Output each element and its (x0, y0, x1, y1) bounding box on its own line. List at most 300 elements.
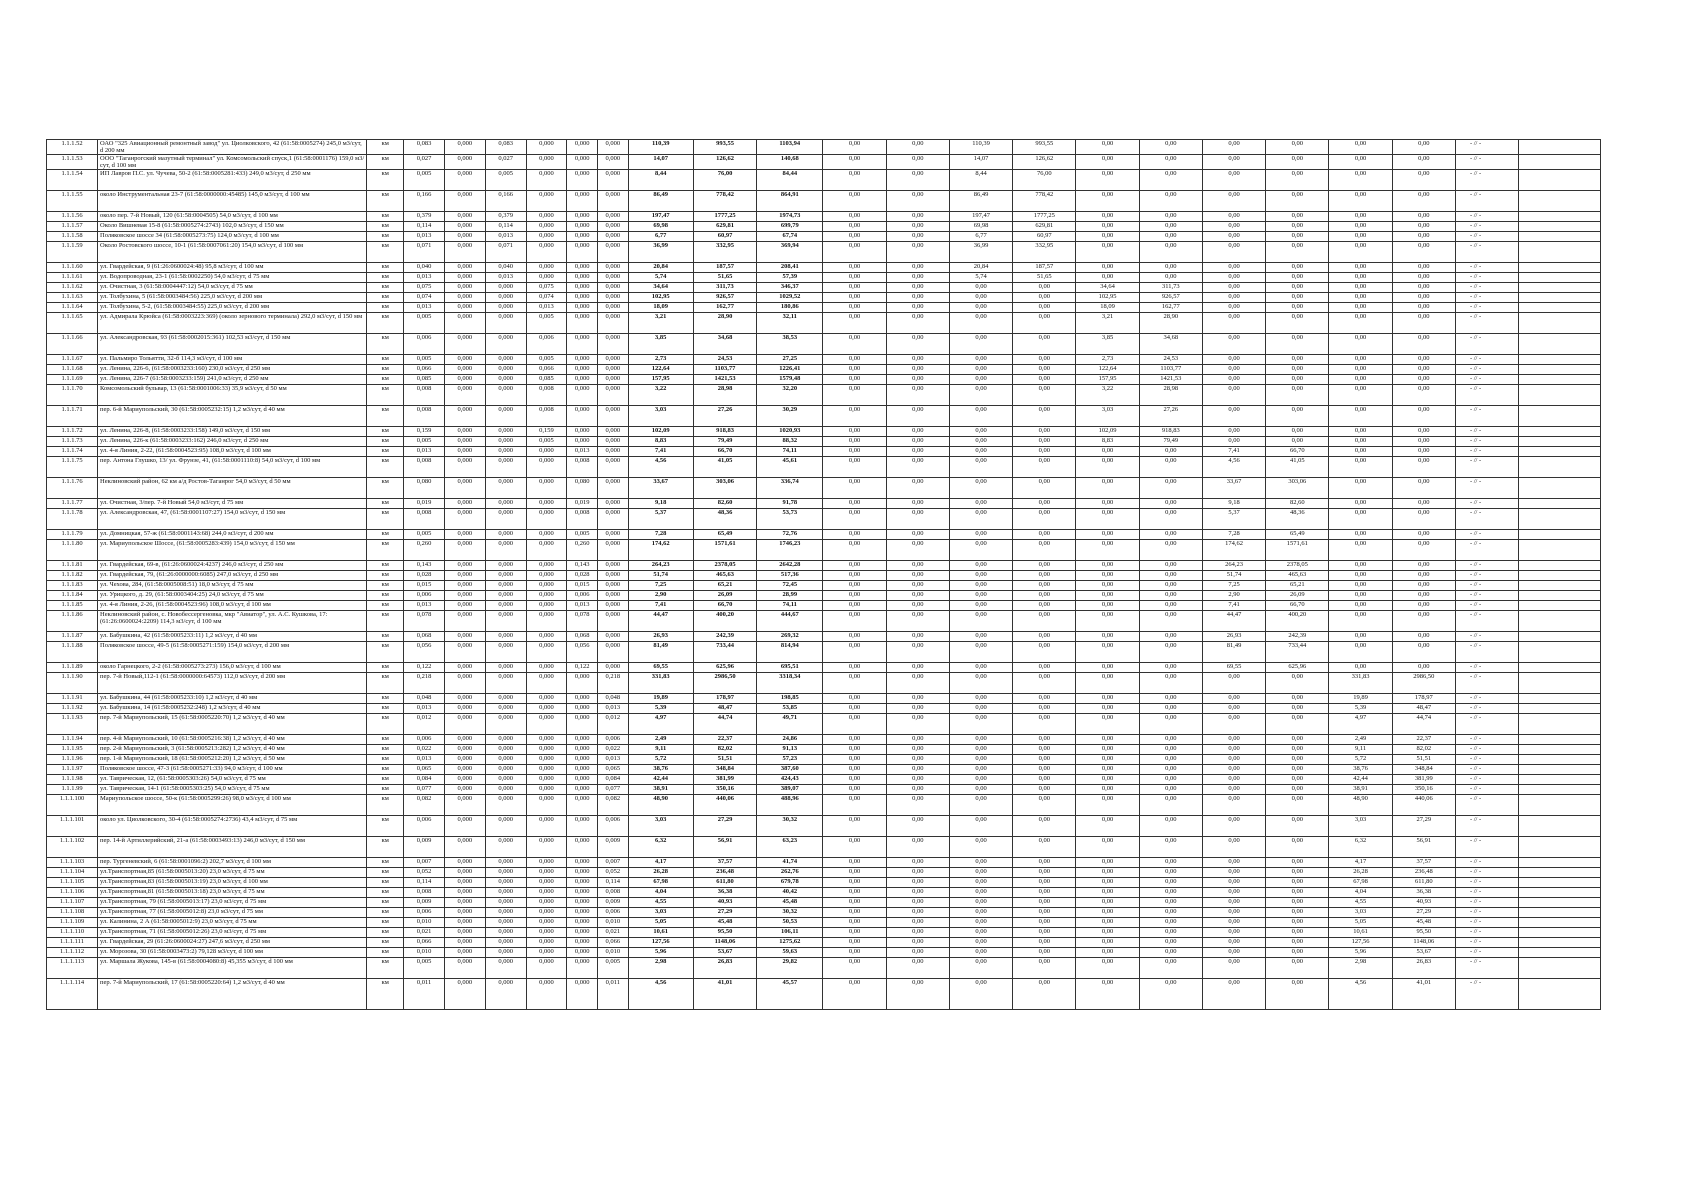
row-value-cell: 0,00 (1392, 283, 1455, 293)
row-value-cell: 0,00 (1329, 632, 1392, 642)
row-value-cell: 0,00 (1139, 642, 1202, 663)
row-value-cell: 26,83 (1392, 958, 1455, 979)
row-value-cell: 4,97 (1329, 714, 1392, 735)
row-value-cell: 0,00 (1076, 170, 1139, 191)
row-value-cell: 86,49 (949, 191, 1012, 212)
row-value-cell: 27,29 (693, 816, 756, 837)
row-value-cell: 0,114 (404, 222, 445, 232)
row-unit-cell: км (367, 714, 404, 735)
row-value-cell: 0,000 (485, 673, 526, 694)
row-value-cell: 0,00 (886, 561, 949, 571)
row-value-cell: 0,00 (1139, 571, 1202, 581)
row-id-cell: 1.1.1.72 (47, 427, 98, 437)
row-value-cell: 0,00 (1392, 263, 1455, 273)
row-value-cell: 0,00 (1329, 283, 1392, 293)
row-value-cell: 0,00 (1076, 898, 1139, 908)
row-unit-cell: км (367, 868, 404, 878)
row-value-cell: 0,00 (1013, 313, 1076, 334)
row-value-cell: 0,005 (404, 958, 445, 979)
row-id-cell: 1.1.1.99 (47, 785, 98, 795)
row-value-cell: 0,00 (949, 283, 1012, 293)
row-value-cell: 0,000 (444, 898, 485, 908)
table-body (47, 140, 1648, 1010)
row-value-cell: 122,64 (1076, 365, 1139, 375)
row-value-cell: 0,00 (949, 632, 1012, 642)
row-value-cell: 4,56 (1329, 979, 1392, 1010)
row-value-cell: 5,74 (628, 273, 693, 283)
row-value-cell: 695,51 (757, 663, 823, 673)
row-value-cell: 81,49 (1202, 642, 1265, 663)
row-value-cell: 22,37 (693, 735, 756, 745)
row-value-cell: 0,00 (1139, 948, 1202, 958)
row-value-cell: 0,143 (567, 561, 598, 571)
row-value-cell: 269,32 (757, 632, 823, 642)
table-row (47, 591, 1648, 601)
row-value-cell: 44,47 (1202, 611, 1265, 632)
row-value-cell: 0,00 (949, 714, 1012, 735)
row-value-cell: - // - (1455, 478, 1518, 499)
row-value-cell: 0,006 (597, 816, 628, 837)
row-value-cell: 0,00 (949, 509, 1012, 530)
row-value-cell: 0,00 (1202, 735, 1265, 745)
row-value-cell: 0,012 (404, 714, 445, 735)
row-value-cell: 44,74 (693, 714, 756, 735)
row-value-cell: 0,000 (485, 878, 526, 888)
row-value-cell: 0,00 (1013, 427, 1076, 437)
row-value-cell: 0,00 (1139, 908, 1202, 918)
row-name-cell: ул. Адмирала Крюйса (61:58:0003223:369) (около зернового терминала) 292,0 м3/сут, d 150 мм (98, 313, 367, 334)
row-value-cell: 0,068 (567, 632, 598, 642)
row-value-cell: 0,00 (949, 437, 1012, 447)
row-value-cell: 0,000 (444, 313, 485, 334)
row-value-cell: 0,00 (1266, 755, 1329, 765)
row-value-cell: 76,00 (693, 170, 756, 191)
row-value-cell: 5,74 (949, 273, 1012, 283)
row-value-cell: 0,00 (823, 457, 886, 478)
row-value-cell: 424,43 (757, 775, 823, 785)
row-value-cell: 0,000 (567, 979, 598, 1010)
row-value-cell: 918,83 (1139, 427, 1202, 437)
row-value-cell: 0,005 (404, 313, 445, 334)
row-value-cell: - // - (1455, 714, 1518, 735)
row-value-cell: 0,00 (1202, 837, 1265, 858)
row-value-cell: 0,006 (404, 591, 445, 601)
row-value-cell: 0,00 (1139, 212, 1202, 222)
row-value-cell: 4,55 (1329, 898, 1392, 908)
row-value-cell: 0,00 (949, 642, 1012, 663)
row-value-cell: 0,00 (1076, 745, 1139, 755)
row-id-cell: 1.1.1.97 (47, 765, 98, 775)
row-value-cell: 0,000 (597, 571, 628, 581)
row-value-cell: 0,013 (485, 273, 526, 283)
row-value-cell: 5,39 (1329, 704, 1392, 714)
row-id-cell: 1.1.1.69 (47, 375, 98, 385)
row-unit-cell: км (367, 437, 404, 447)
row-value-cell: 0,00 (886, 673, 949, 694)
table-row (47, 918, 1648, 928)
table-row (47, 365, 1648, 375)
row-value-cell: 33,67 (1202, 478, 1265, 499)
row-value-cell: 0,006 (404, 908, 445, 918)
row-unit-cell: км (367, 918, 404, 928)
row-value-cell: 0,00 (1266, 437, 1329, 447)
row-value-cell: 40,42 (757, 888, 823, 898)
row-value-cell: 0,040 (485, 263, 526, 273)
row-value-cell: 0,00 (823, 355, 886, 365)
row-value-cell: 0,00 (1392, 222, 1455, 232)
row-value-cell: 162,77 (693, 303, 756, 313)
row-value-cell: 0,00 (1202, 222, 1265, 232)
row-value-cell: 0,000 (597, 611, 628, 632)
row-value-cell: 0,000 (444, 375, 485, 385)
row-value-cell: 0,00 (1266, 334, 1329, 355)
row-unit-cell: км (367, 704, 404, 714)
row-value-cell: 0,00 (1139, 673, 1202, 694)
row-value-cell: 0,052 (597, 868, 628, 878)
row-value-cell: 0,00 (1392, 437, 1455, 447)
row-value-cell: 0,000 (485, 735, 526, 745)
row-value-cell: 0,000 (567, 795, 598, 816)
row-value-cell: 0,000 (567, 908, 598, 918)
row-id-cell: 1.1.1.55 (47, 191, 98, 212)
row-value-cell: 332,95 (1013, 242, 1076, 263)
row-value-cell: 0,00 (823, 263, 886, 273)
row-value-cell: 0,000 (485, 355, 526, 365)
row-value-cell: 0,000 (567, 242, 598, 263)
row-value-cell: 9,18 (628, 499, 693, 509)
row-value-cell: 0,000 (485, 745, 526, 755)
row-name-cell: пер. 2-й Мариупольский, 3 (61:58:0005213:282) 1,2 м3/сут, d 40 мм (98, 745, 367, 755)
row-value-cell: 0,000 (485, 775, 526, 785)
row-unit-cell: км (367, 837, 404, 858)
row-value-cell: 0,083 (485, 140, 526, 155)
row-value-cell: 0,000 (444, 561, 485, 571)
row-value-cell: 0,00 (1266, 242, 1329, 263)
row-value-cell: 0,00 (823, 642, 886, 663)
row-value-cell: 0,000 (444, 263, 485, 273)
row-value-cell: 0,056 (567, 642, 598, 663)
row-value-cell: 0,00 (1013, 571, 1076, 581)
row-value-cell: 3,85 (628, 334, 693, 355)
row-value-cell: 0,00 (823, 222, 886, 232)
row-value-cell: 0,000 (567, 755, 598, 765)
row-value-cell: 28,99 (757, 591, 823, 601)
row-value-cell: 0,000 (526, 755, 567, 765)
row-value-cell: 918,83 (693, 427, 756, 437)
row-value-cell: 0,00 (1266, 155, 1329, 170)
row-value-cell: 0,00 (886, 155, 949, 170)
row-value-cell: 0,000 (485, 958, 526, 979)
row-unit-cell: км (367, 365, 404, 375)
row-value-cell: 0,00 (1392, 457, 1455, 478)
table-row (47, 303, 1648, 313)
row-value-cell: 40,93 (693, 898, 756, 908)
table-row (47, 837, 1648, 858)
row-value-cell: 102,95 (1076, 293, 1139, 303)
row-unit-cell: км (367, 303, 404, 313)
row-value-cell: 0,00 (1266, 714, 1329, 735)
row-value-cell: 40,93 (1392, 898, 1455, 908)
row-value-cell: 0,000 (444, 530, 485, 540)
row-value-cell: 0,114 (404, 878, 445, 888)
table-row (47, 868, 1648, 878)
row-value-cell: 102,09 (628, 427, 693, 437)
row-name-cell: ул. 4-я Линия, 2-26, (61:58:0004523:96) 108,0 м3/сут, d 100 мм (98, 601, 367, 611)
row-value-cell: 0,00 (1329, 427, 1392, 437)
row-unit-cell: км (367, 816, 404, 837)
row-value-cell: 0,00 (823, 755, 886, 765)
row-value-cell: 0,143 (404, 561, 445, 571)
row-value-cell: 127,56 (1329, 938, 1392, 948)
table-row (47, 355, 1648, 365)
row-value-cell: 45,48 (1392, 918, 1455, 928)
row-value-cell: 9,11 (628, 745, 693, 755)
row-value-cell: 0,007 (597, 858, 628, 868)
row-value-cell: 0,000 (485, 632, 526, 642)
row-value-cell: 7,25 (1202, 581, 1265, 591)
row-name-cell: пер. Тургеневский, 6 (61:58:0001096:2) 202,7 м3/сут, d 100 мм (98, 858, 367, 868)
row-value-cell: 0,000 (567, 232, 598, 242)
row-value-cell: 53,73 (757, 509, 823, 530)
row-value-cell: - // - (1455, 765, 1518, 775)
row-value-cell: 1421,53 (1139, 375, 1202, 385)
row-value-cell: 0,00 (1392, 561, 1455, 571)
row-value-cell: 0,00 (886, 581, 949, 591)
row-empty-cell (1519, 948, 1601, 958)
row-name-cell: около ул. Циолковского, 30-4 (61:58:0005274:2736) 43,4 м3/сут, d 75 мм (98, 816, 367, 837)
row-value-cell: 0,00 (1139, 273, 1202, 283)
table-row (47, 406, 1648, 427)
row-value-cell: 0,00 (1392, 355, 1455, 365)
row-value-cell: 0,00 (823, 581, 886, 591)
row-value-cell: 157,95 (1076, 375, 1139, 385)
row-value-cell: 0,00 (1329, 591, 1392, 601)
row-id-cell: 1.1.1.100 (47, 795, 98, 816)
table-row (47, 191, 1648, 212)
table-row (47, 273, 1648, 283)
row-value-cell: 37,57 (1392, 858, 1455, 868)
row-value-cell: 0,00 (1392, 571, 1455, 581)
row-value-cell: - // - (1455, 447, 1518, 457)
row-value-cell: - // - (1455, 155, 1518, 170)
row-id-cell: 1.1.1.54 (47, 170, 98, 191)
row-value-cell: 0,000 (485, 928, 526, 938)
row-value-cell: 0,000 (526, 765, 567, 775)
row-value-cell: 0,00 (1202, 979, 1265, 1010)
row-value-cell: 0,000 (526, 642, 567, 663)
row-value-cell: 0,00 (823, 704, 886, 714)
row-name-cell: ул. Гвардейская, 29 (61:26:0600024:27) 247,6 м3/сут, d 250 мм (98, 938, 367, 948)
row-value-cell: 72,76 (757, 530, 823, 540)
row-value-cell: 0,00 (1202, 795, 1265, 816)
row-unit-cell: км (367, 571, 404, 581)
row-value-cell: 0,00 (1266, 375, 1329, 385)
row-value-cell: 0,000 (444, 385, 485, 406)
row-value-cell: 36,38 (1392, 888, 1455, 898)
row-value-cell: 0,000 (444, 365, 485, 375)
row-value-cell: 0,028 (567, 571, 598, 581)
row-value-cell: 0,00 (823, 958, 886, 979)
row-value-cell: 34,64 (628, 283, 693, 293)
table-row (47, 601, 1648, 611)
row-id-cell: 1.1.1.108 (47, 908, 98, 918)
row-value-cell: 0,077 (597, 785, 628, 795)
row-id-cell: 1.1.1.114 (47, 979, 98, 1010)
row-value-cell: 0,000 (485, 313, 526, 334)
row-id-cell: 1.1.1.81 (47, 561, 98, 571)
row-value-cell: 65,49 (1266, 530, 1329, 540)
row-value-cell: - // - (1455, 938, 1518, 948)
row-value-cell: 95,50 (693, 928, 756, 938)
row-value-cell: 0,00 (1329, 212, 1392, 222)
row-name-cell: ул. Водопроводная, 23-1 (61:58:0002250) 54,0 м3/сут, d 75 мм (98, 273, 367, 283)
row-value-cell: 0,379 (404, 212, 445, 222)
row-value-cell: 0,00 (1013, 355, 1076, 365)
row-value-cell: 0,00 (886, 273, 949, 283)
row-value-cell: 45,48 (757, 898, 823, 908)
row-value-cell: 0,00 (886, 958, 949, 979)
row-value-cell: 0,00 (1013, 868, 1076, 878)
row-value-cell: 127,56 (628, 938, 693, 948)
row-value-cell: 0,00 (1139, 561, 1202, 571)
row-value-cell: 0,066 (526, 365, 567, 375)
row-value-cell: 0,00 (1266, 745, 1329, 755)
row-value-cell: 0,00 (1139, 704, 1202, 714)
row-value-cell: 0,00 (1202, 745, 1265, 755)
row-value-cell: 1103,94 (757, 140, 823, 155)
row-value-cell: 629,81 (1013, 222, 1076, 232)
row-value-cell: 0,000 (444, 232, 485, 242)
row-value-cell: 0,000 (526, 908, 567, 918)
row-value-cell: 0,00 (949, 958, 1012, 979)
row-value-cell: 0,00 (949, 878, 1012, 888)
row-empty-cell (1519, 714, 1601, 735)
row-value-cell: - // - (1455, 437, 1518, 447)
row-value-cell: 0,00 (1139, 979, 1202, 1010)
row-value-cell: 27,25 (757, 355, 823, 365)
row-value-cell: - // - (1455, 878, 1518, 888)
row-value-cell: 0,066 (404, 938, 445, 948)
row-unit-cell: км (367, 611, 404, 632)
row-value-cell: 0,013 (597, 704, 628, 714)
row-value-cell: 0,000 (444, 888, 485, 898)
row-value-cell: 51,51 (693, 755, 756, 765)
table-row (47, 293, 1648, 303)
row-unit-cell: км (367, 170, 404, 191)
row-value-cell: 0,009 (404, 898, 445, 908)
row-value-cell: 34,64 (1076, 283, 1139, 293)
row-value-cell: 0,00 (1013, 673, 1076, 694)
row-value-cell: 4,17 (1329, 858, 1392, 868)
table-row (47, 212, 1648, 222)
row-value-cell: 0,040 (404, 263, 445, 273)
row-value-cell: 0,00 (1076, 795, 1139, 816)
row-value-cell: 38,53 (757, 334, 823, 355)
row-value-cell: 0,000 (444, 755, 485, 765)
row-value-cell: 0,00 (1392, 591, 1455, 601)
row-value-cell: 0,000 (567, 365, 598, 375)
row-unit-cell: км (367, 427, 404, 437)
row-value-cell: 0,015 (404, 581, 445, 591)
row-value-cell: 3,22 (628, 385, 693, 406)
row-value-cell: 140,68 (757, 155, 823, 170)
row-value-cell: 0,00 (886, 334, 949, 355)
row-value-cell: 0,00 (886, 375, 949, 385)
row-value-cell: 0,00 (1013, 765, 1076, 775)
row-value-cell: 0,00 (1013, 704, 1076, 714)
row-empty-cell (1519, 816, 1601, 837)
row-value-cell: 8,44 (949, 170, 1012, 191)
row-value-cell: 0,00 (886, 140, 949, 155)
row-value-cell: 926,57 (1139, 293, 1202, 303)
row-value-cell: 0,000 (526, 140, 567, 155)
row-value-cell: 0,00 (1139, 868, 1202, 878)
row-value-cell: 0,00 (1076, 263, 1139, 273)
row-value-cell: 0,00 (1329, 222, 1392, 232)
row-value-cell: 45,57 (757, 979, 823, 1010)
row-value-cell: 0,00 (886, 365, 949, 375)
row-value-cell: 0,00 (823, 632, 886, 642)
row-value-cell: 2,73 (1076, 355, 1139, 365)
row-value-cell: 236,48 (693, 868, 756, 878)
row-value-cell: - // - (1455, 785, 1518, 795)
row-value-cell: 0,00 (823, 663, 886, 673)
row-value-cell: 0,000 (567, 775, 598, 785)
row-id-cell: 1.1.1.113 (47, 958, 98, 979)
row-value-cell: - // - (1455, 273, 1518, 283)
row-value-cell: 7,41 (1202, 447, 1265, 457)
row-id-cell: 1.1.1.88 (47, 642, 98, 663)
row-empty-cell (1519, 663, 1601, 673)
row-value-cell: 0,00 (1202, 212, 1265, 222)
row-value-cell: 0,000 (567, 406, 598, 427)
row-value-cell: 0,00 (823, 313, 886, 334)
row-value-cell: 82,60 (1266, 499, 1329, 509)
row-value-cell: 30,32 (757, 908, 823, 918)
row-value-cell: 32,20 (757, 385, 823, 406)
row-value-cell: 0,00 (1266, 355, 1329, 365)
row-id-cell: 1.1.1.86 (47, 611, 98, 632)
row-value-cell: - // - (1455, 499, 1518, 509)
row-id-cell: 1.1.1.61 (47, 273, 98, 283)
row-value-cell: 1579,48 (757, 375, 823, 385)
row-id-cell: 1.1.1.57 (47, 222, 98, 232)
row-value-cell: 0,00 (1329, 155, 1392, 170)
row-value-cell: 0,00 (823, 283, 886, 293)
row-value-cell: 0,00 (1392, 530, 1455, 540)
row-value-cell: 0,000 (597, 561, 628, 571)
row-value-cell: 0,00 (1392, 155, 1455, 170)
row-value-cell: 82,60 (693, 499, 756, 509)
table-row (47, 785, 1648, 795)
row-value-cell: 0,000 (444, 642, 485, 663)
row-value-cell: 69,55 (628, 663, 693, 673)
row-value-cell: 0,00 (1013, 601, 1076, 611)
row-value-cell: 0,013 (597, 755, 628, 765)
row-value-cell: 0,00 (949, 735, 1012, 745)
row-value-cell: 0,000 (444, 948, 485, 958)
row-value-cell: 0,056 (404, 642, 445, 663)
row-value-cell: 0,013 (404, 447, 445, 457)
row-value-cell: 84,44 (757, 170, 823, 191)
row-value-cell: 0,159 (526, 427, 567, 437)
row-value-cell: 5,96 (628, 948, 693, 958)
row-value-cell: 29,82 (757, 958, 823, 979)
row-value-cell: - // - (1455, 898, 1518, 908)
row-value-cell: 72,45 (757, 581, 823, 591)
row-value-cell: 0,00 (823, 375, 886, 385)
row-value-cell: 0,000 (567, 858, 598, 868)
